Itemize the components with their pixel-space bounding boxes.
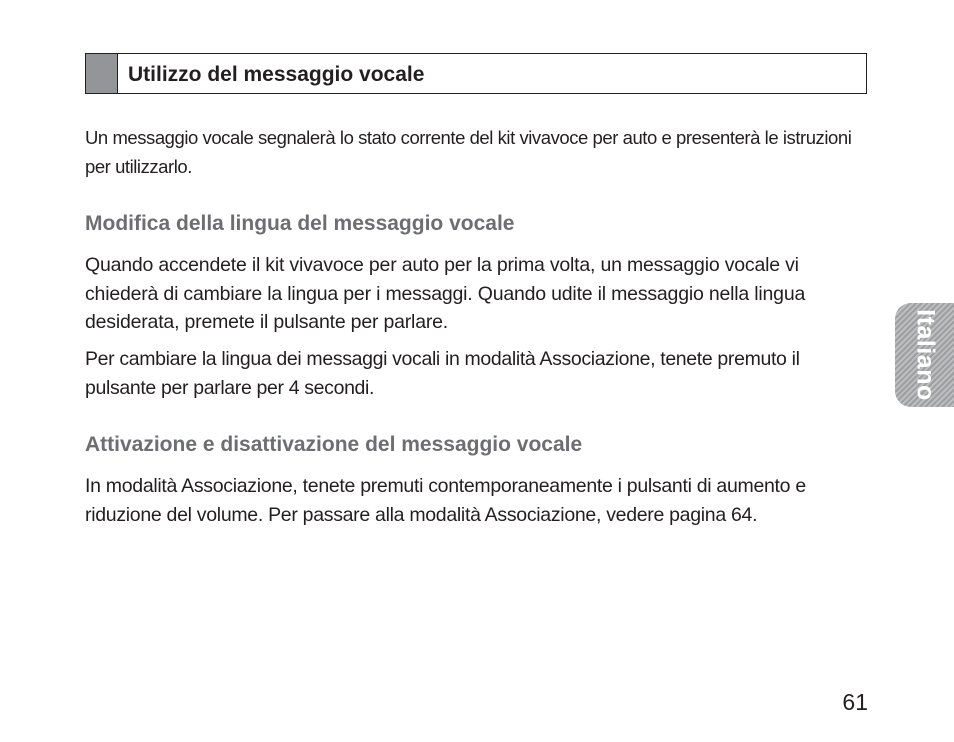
subsection-toggle-paragraph-1: In modalità Associazione, tenete premuti contemporaneamente i pulsanti di aumento e riduzione del volume. Per passare alla modalità Associazione, vedere pagina 64. xyxy=(85,475,806,526)
subsection-language-paragraph-2: Per cambiare la lingua dei messaggi vocali in modalità Associazione, tenete premuto il pulsante per parlare per 4 secondi. xyxy=(85,348,800,399)
subsection-heading-language: Modifica della lingua del messaggio vocale xyxy=(85,212,515,235)
subsection-heading-toggle: Attivazione e disattivazione del messaggio vocale xyxy=(85,433,583,456)
language-side-tab-label: Italiano xyxy=(911,309,939,401)
section-title-marker xyxy=(86,54,118,93)
section-title-box xyxy=(85,53,867,94)
page-number: 61 xyxy=(842,689,868,715)
language-side-tab xyxy=(895,303,954,407)
section-title: Utilizzo del messaggio vocale xyxy=(128,63,425,86)
intro-paragraph: Un messaggio vocale segnalerà lo stato corrente del kit vivavoce per auto e presenterà le istruzioni per utilizzarlo. xyxy=(85,127,852,177)
subsection-language-paragraph-1: Quando accendete il kit vivavoce per auto per la prima volta, un messaggio vocale vi chiederà di cambiare la lingua per i messaggi. Quando udite il messaggio nella lingua desiderata, premete il pulsante per parlare. xyxy=(85,254,806,333)
